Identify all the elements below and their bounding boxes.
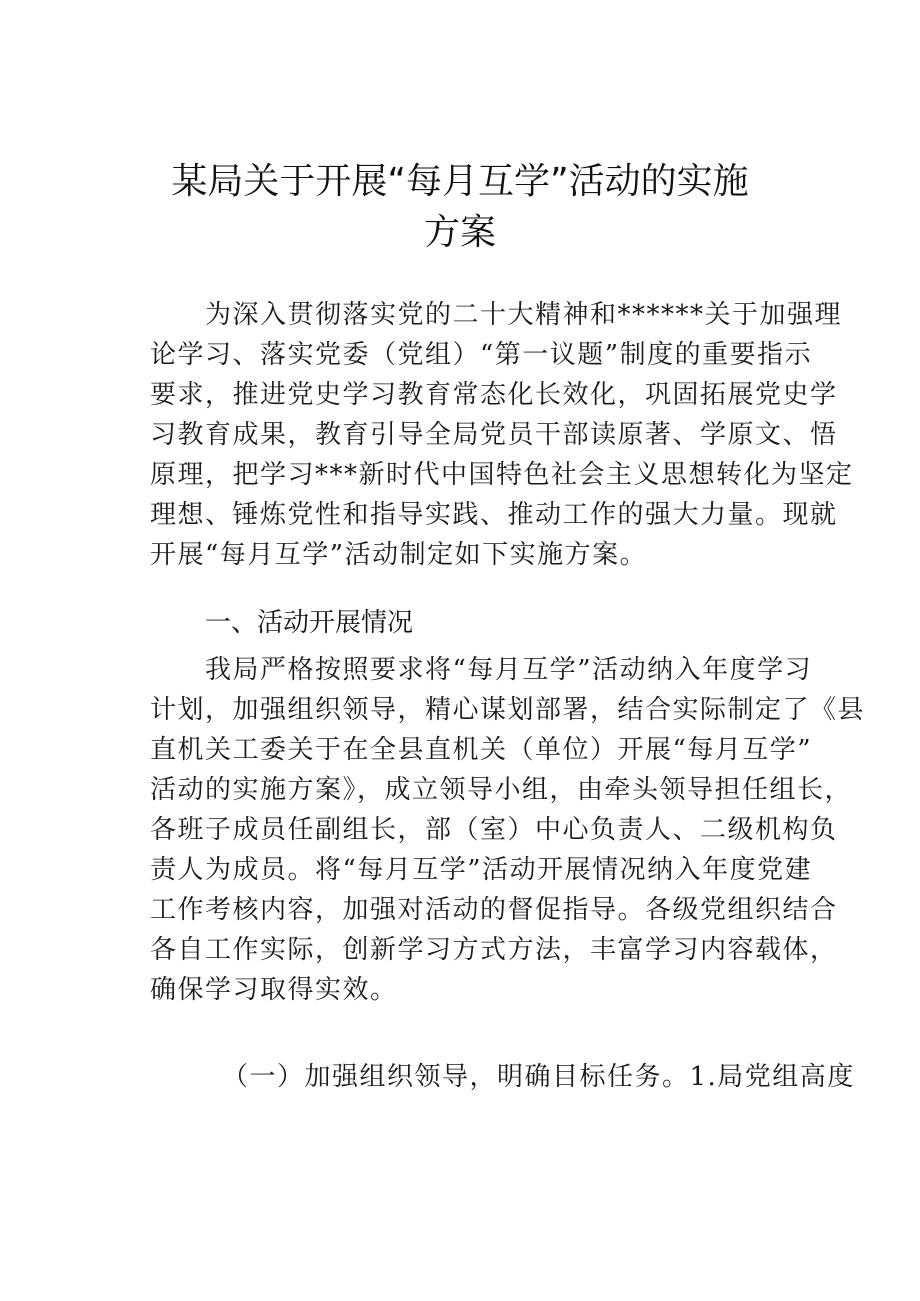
paragraph-line: 我局严格按照要求将“每月互学”活动纳入年度学习 (205, 655, 813, 685)
paragraph-line: 确保学习取得实效。 (150, 975, 398, 1005)
paragraph-line: 论学习、落实党委（党组）“第一议题”制度的重要指示 (150, 340, 813, 370)
paragraph-line: 为深入贯彻落实党的二十大精神和******关于加强理 (205, 300, 843, 330)
paragraph-line: 活动的实施方案》，成立领导小组，由牵头领导担任组长， (150, 775, 853, 805)
paragraph-line: 要求，推进党史学习教育常态化长效化，巩固拓展党史学 (150, 380, 838, 410)
intro-paragraph (150, 295, 854, 575)
paragraph-line: 理想、锤炼党性和指导实践、推动工作的强大力量。现就 (150, 500, 838, 530)
paragraph-line: 责人为成员。将“每月互学”活动开展情况纳入年度党建 (150, 855, 813, 885)
subsection-line: （一）加强组织领导，明确目标任务。1.局党组高度 (222, 1062, 855, 1092)
paragraph-line: 开展“每月互学”活动制定如下实施方案。 (150, 540, 648, 570)
paragraph-line: 直机关工委关于在全县直机关（单位）开展“每月互学” (150, 735, 813, 765)
paragraph-line: 各自工作实际，创新学习方式方法，丰富学习内容载体， (150, 935, 838, 965)
section-paragraph (150, 650, 866, 1010)
section-heading: 一、活动开展情况 (205, 608, 414, 638)
paragraph-line: 原理，把学习***新时代中国特色社会主义思想转化为坚定 (150, 460, 854, 490)
paragraph-line: 计划，加强组织领导，精心谋划部署，结合实际制定了《县 (150, 695, 866, 725)
paragraph-line: 各班子成员任副组长，部（室）中心负责人、二级机构负 (150, 815, 838, 845)
paragraph-line: 工作考核内容，加强对活动的督促指导。各级党组织结合 (150, 895, 838, 925)
paragraph-line: 习教育成果，教育引导全局党员干部读原著、学原文、悟 (150, 420, 838, 450)
document-title-line-2: 方案 (423, 212, 496, 253)
document-title-line-1: 某局关于开展“每月互学”活动的实施 (171, 161, 749, 202)
subsection-paragraph (222, 1057, 855, 1097)
